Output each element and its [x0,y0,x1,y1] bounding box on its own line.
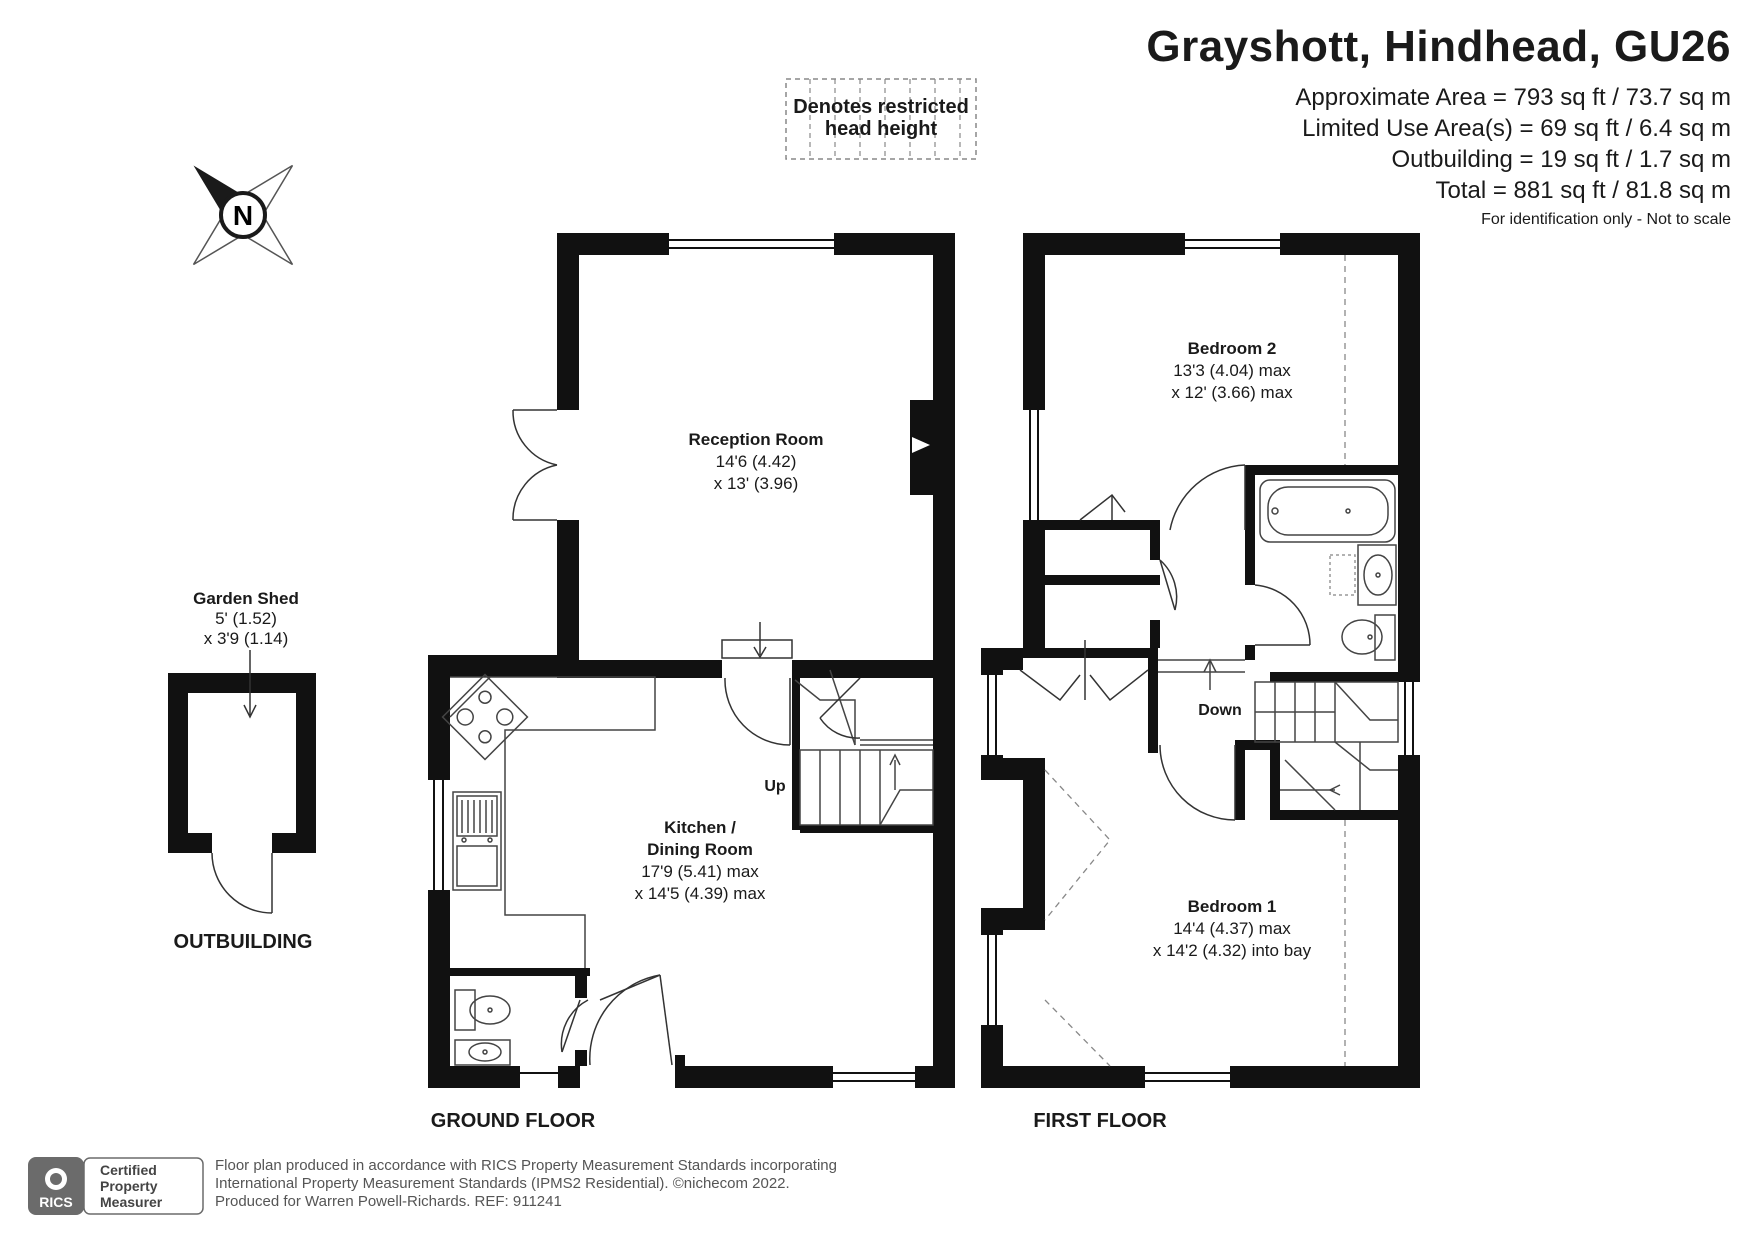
garden-shed-walls [168,673,316,853]
bedroom1-name: Bedroom 1 [1187,897,1277,916]
reception-room-name: Reception Room [688,430,824,449]
wc-door-swing [561,1000,588,1052]
kitchen-sink-icon [453,792,501,890]
bedroom1-dim1: 14'4 (4.37) max [1173,919,1291,938]
reception-french-doors [513,410,557,520]
stairs-up-label: Up [764,778,786,795]
bathroom-door-swing [1255,585,1310,645]
kitchen-room-dim1: 17'9 (5.41) max [641,862,759,881]
reception-room-dim1: 14'6 (4.42) [715,452,797,471]
compass-north-letter: N [232,200,254,231]
footer-line-2: International Property Measurement Standards (IPMS2 Residential). ©nichecom 2022. [215,1175,790,1192]
area-outbuilding: Outbuilding = 19 sq ft / 1.7 sq m [1391,146,1731,173]
footer-credits [215,1157,837,1211]
bedroom2-dim2: x 12' (3.66) max [1171,383,1293,402]
shed-name: Garden Shed [193,589,299,608]
first-floor-label: FIRST FLOOR [1033,1110,1167,1132]
outbuilding-label: OUTBUILDING [173,931,313,953]
area-approximate: Approximate Area = 793 sq ft / 73.7 sq m [1295,84,1731,111]
shed-door [212,853,272,913]
reception-room-dim2: x 13' (3.96) [713,474,799,493]
wc-fixtures [455,990,510,1065]
front-door-swing [590,975,672,1065]
landing-cupboard-door [1160,560,1177,610]
kitchen-room-name-2: Dining Room [647,840,753,859]
rics-line-3: Measurer [100,1194,163,1210]
hob-icon [443,675,528,760]
kitchen-room-dim2: x 14'5 (4.39) max [634,884,766,903]
bath-icon [1260,480,1395,542]
bedroom2-name: Bedroom 2 [1187,339,1277,358]
footer-line-3: Produced for Warren Powell-Richards. REF: 911241 [215,1193,562,1210]
identification-note: For identification only - Not to scale [1481,211,1731,228]
bedroom2-wardrobe-doors [1080,495,1125,520]
room-labels [174,339,1312,1132]
understairs-door [820,678,860,738]
legend-line-2: head height [824,118,938,140]
kitchen-room-name-1: Kitchen / [664,818,736,837]
rics-badge-text: RICS [39,1194,73,1210]
shed-dim1: 5' (1.52) [215,609,277,628]
staircase-up [795,670,933,825]
kitchen-door-swing [722,622,792,745]
ground-floor-label: GROUND FLOOR [430,1110,596,1132]
bedroom2-dim1: 13'3 (4.04) max [1173,361,1291,380]
footer-line-1: Floor plan produced in accordance with RICS Property Measurement Standards incorporating [215,1157,837,1174]
rics-line-1: Certified [100,1162,157,1178]
ground-floor-walls [428,233,955,1088]
bedroom1-dim2: x 14'2 (4.32) into bay [1152,941,1312,960]
shed-dim2: x 3'9 (1.14) [203,629,289,648]
compass-rose-icon [144,116,342,314]
bedroom2-door-swing [1170,465,1245,530]
rics-certified-logo [28,1157,204,1215]
rics-line-2: Property [100,1178,158,1194]
area-limited-use: Limited Use Area(s) = 69 sq ft / 6.4 sq m [1302,115,1731,142]
bedroom1-door-swing [1160,745,1235,820]
basin-icon [1330,545,1396,605]
toilet-icon [1342,615,1395,660]
legend-line-1: Denotes restricted [793,96,969,118]
area-total: Total = 881 sq ft / 81.8 sq m [1435,177,1731,204]
property-title: Grayshott, Hindhead, GU26 [1146,22,1731,71]
stairs-down-label: Down [1198,702,1242,719]
